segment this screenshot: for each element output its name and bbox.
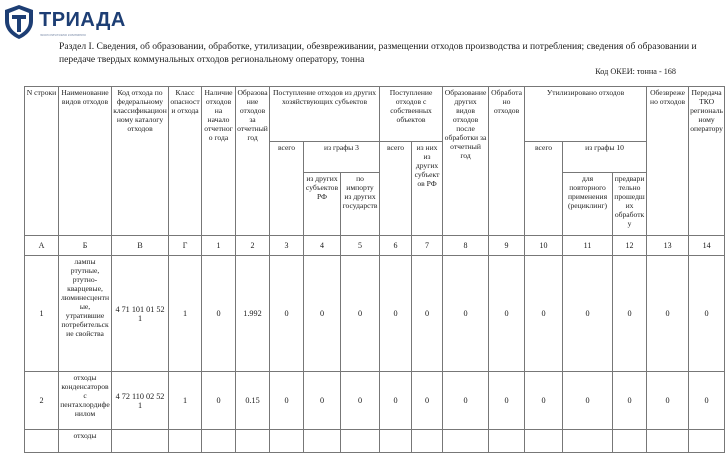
table-row xyxy=(25,256,725,372)
column-index: В xyxy=(112,236,169,256)
row-number: 2 xyxy=(25,372,59,430)
value-cell xyxy=(341,430,380,453)
hdr-import: по импорту из других государств xyxy=(341,173,380,236)
value-cell xyxy=(443,430,489,453)
value-cell xyxy=(489,430,525,453)
column-index: 14 xyxy=(689,236,725,256)
hdr-waste-code: Код отхода по федеральному классификационному каталогу отходов xyxy=(112,87,169,236)
column-letter-row xyxy=(25,236,725,256)
value-cell: 0 xyxy=(443,256,489,372)
value-cell xyxy=(525,430,563,453)
waste-table xyxy=(24,86,725,453)
value-cell: 0 xyxy=(525,372,563,430)
value-cell: 0 xyxy=(443,372,489,430)
column-index: А xyxy=(25,236,59,256)
column-index: 12 xyxy=(613,236,647,256)
waste-name: лампы ртутные, ртутно-кварцевые, люминесцентные, утратившие потребительские свойства xyxy=(59,256,112,372)
column-index: Г xyxy=(169,236,202,256)
hdr-processed: Обработано отходов xyxy=(489,87,525,236)
waste-name: отходы xyxy=(59,430,112,453)
hazard-class xyxy=(169,430,202,453)
waste-code: 4 71 101 01 52 1 xyxy=(112,256,169,372)
value-cell: 0.15 xyxy=(236,372,270,430)
waste-code: 4 72 110 02 52 1 xyxy=(112,372,169,430)
value-cell xyxy=(270,430,304,453)
value-cell: 0 xyxy=(412,372,443,430)
waste-code xyxy=(112,430,169,453)
hdr-prepared: предварительно прошедших обработку xyxy=(613,173,647,236)
waste-name: отходы конденсаторов с пентахлордифенилом xyxy=(59,372,112,430)
hdr-reuse: для повторного применения (рециклинг) xyxy=(563,173,613,236)
value-cell: 0 xyxy=(689,256,725,372)
hdr-own-other-rf: из них из других субъектов РФ xyxy=(412,142,443,236)
column-index: 3 xyxy=(270,236,304,256)
column-index: 8 xyxy=(443,236,489,256)
hdr-transferred: Передача ТКО региональному оператору xyxy=(689,87,725,236)
value-cell: 0 xyxy=(563,256,613,372)
value-cell: 0 xyxy=(270,256,304,372)
hdr-after-processing: Образование других видов отходов после обработки за отчетный год xyxy=(443,87,489,236)
column-index: 9 xyxy=(489,236,525,256)
brand-tagline: экологическая компания xyxy=(40,32,86,37)
value-cell: 0 xyxy=(341,372,380,430)
hdr-hazard-class: Класс опасности отхода xyxy=(169,87,202,236)
hdr-utilized: Утилизировано отходов xyxy=(525,87,647,142)
value-cell: 0 xyxy=(647,256,689,372)
hdr-util-total: всего xyxy=(525,142,563,236)
value-cell: 0 xyxy=(270,372,304,430)
column-index: Б xyxy=(59,236,112,256)
value-cell xyxy=(380,430,412,453)
value-cell xyxy=(236,430,270,453)
value-cell xyxy=(304,430,341,453)
shield-logo-icon xyxy=(2,3,36,41)
hdr-of-col10: из графы 10 xyxy=(563,142,647,173)
value-cell: 0 xyxy=(525,256,563,372)
hdr-generated: Образование отходов за отчетный год xyxy=(236,87,270,236)
value-cell: 1.992 xyxy=(236,256,270,372)
hazard-class: 1 xyxy=(169,256,202,372)
value-cell: 0 xyxy=(304,372,341,430)
section-title: Раздел I. Сведения, об образовании, обработке, утилизации, обезвреживании, размещении отходов производства и потребления; сведения об образовании и передаче твердых коммунальных отходов региональному оператору, тонна xyxy=(59,41,697,65)
brand-name: ТРИАДА xyxy=(39,9,126,31)
value-cell: 0 xyxy=(380,372,412,430)
hdr-from-rf: из других субъектов РФ xyxy=(304,173,341,236)
column-index: 1 xyxy=(202,236,236,256)
column-index: 10 xyxy=(525,236,563,256)
okei-code: Код ОКЕИ: тонна - 168 xyxy=(595,67,676,76)
value-cell: 0 xyxy=(613,372,647,430)
value-cell: 0 xyxy=(304,256,341,372)
value-cell xyxy=(647,430,689,453)
value-cell: 0 xyxy=(412,256,443,372)
value-cell: 0 xyxy=(202,256,236,372)
value-cell xyxy=(202,430,236,453)
hdr-start-balance: Наличие отходов на начало отчетного года xyxy=(202,87,236,236)
value-cell: 0 xyxy=(563,372,613,430)
column-index: 2 xyxy=(236,236,270,256)
value-cell: 0 xyxy=(489,372,525,430)
hdr-of-col3: из графы 3 xyxy=(304,142,380,173)
hdr-row-num: N строки xyxy=(25,87,59,236)
column-index: 13 xyxy=(647,236,689,256)
value-cell xyxy=(613,430,647,453)
hdr-neutralized: Обезврежено отходов xyxy=(647,87,689,236)
row-number xyxy=(25,430,59,453)
hazard-class: 1 xyxy=(169,372,202,430)
column-index: 5 xyxy=(341,236,380,256)
value-cell xyxy=(689,430,725,453)
value-cell: 0 xyxy=(613,256,647,372)
value-cell: 0 xyxy=(202,372,236,430)
hdr-received-other: Поступление отходов из других хозяйствующих субъектов xyxy=(270,87,380,142)
value-cell: 0 xyxy=(489,256,525,372)
value-cell: 0 xyxy=(341,256,380,372)
column-index: 7 xyxy=(412,236,443,256)
brand-logo xyxy=(2,3,182,41)
hdr-received-own: Поступление отходов с собственных объектов xyxy=(380,87,443,142)
row-number: 1 xyxy=(25,256,59,372)
column-index: 6 xyxy=(380,236,412,256)
hdr-waste-name: Наименование видов отходов xyxy=(59,87,112,236)
value-cell: 0 xyxy=(689,372,725,430)
table-row xyxy=(25,372,725,430)
hdr-received-total: всего xyxy=(270,142,304,236)
column-index: 11 xyxy=(563,236,613,256)
value-cell: 0 xyxy=(380,256,412,372)
value-cell: 0 xyxy=(647,372,689,430)
table-row xyxy=(25,430,725,453)
column-index: 4 xyxy=(304,236,341,256)
value-cell xyxy=(563,430,613,453)
value-cell xyxy=(412,430,443,453)
hdr-own-total: всего xyxy=(380,142,412,236)
